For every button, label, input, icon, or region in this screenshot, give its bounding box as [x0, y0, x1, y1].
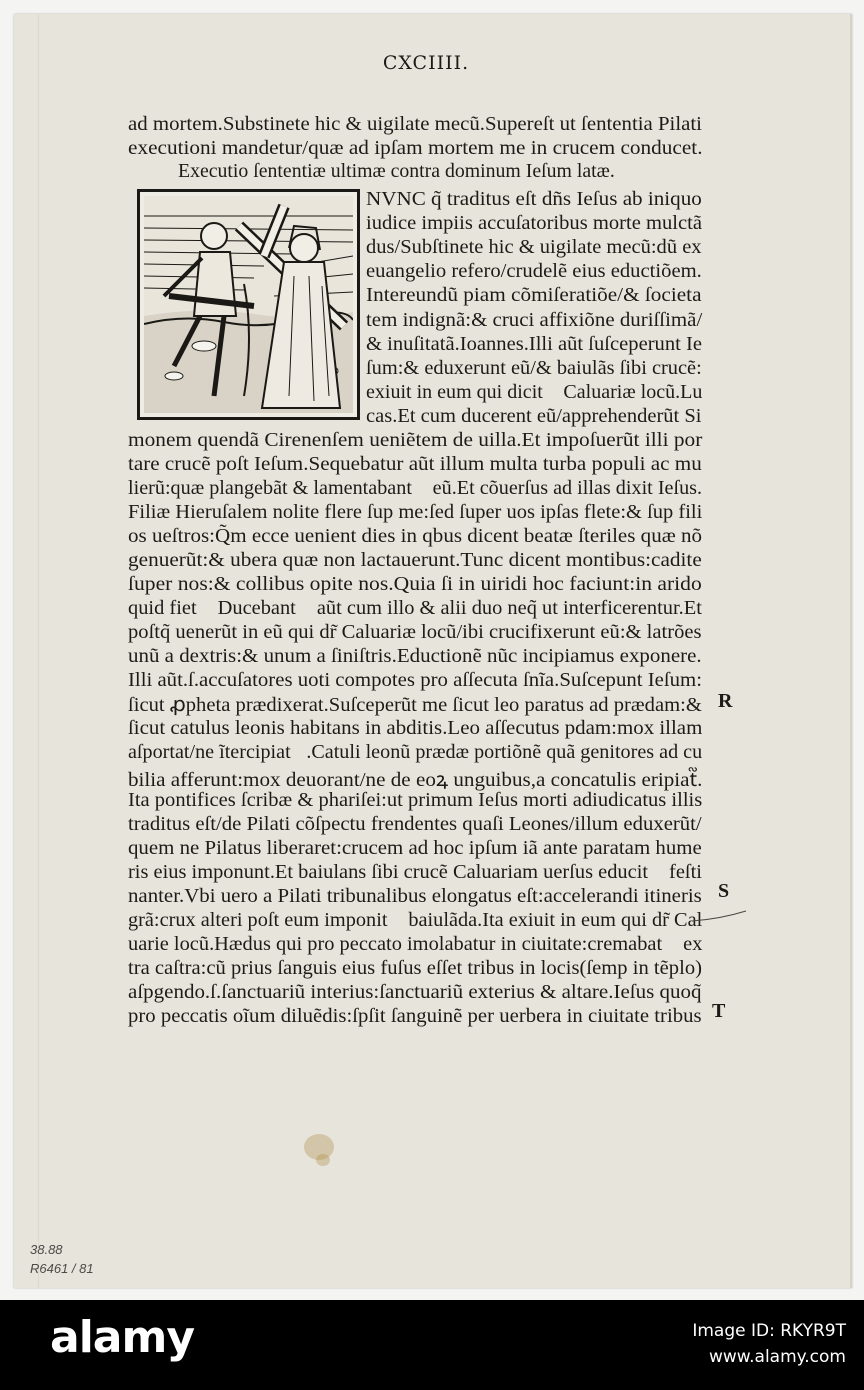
text-line: traditus eſt/de Pilati cõſpectu frendentes quaſi Leones/illum eduxerũt/	[128, 813, 702, 835]
text-line: tare crucẽ poſt Ieſum.Sequebatur aũt illum multa turba populi ac mu	[128, 453, 702, 475]
text-line: poſtq̃ uenerũt in eũ qui dr̃ Caluariæ locũ/ibi crucifixerunt eũ:& latrões	[128, 621, 702, 643]
text-line: genuerũt:& ubera quæ non lactauerunt.Tunc dicent montibus:cadite	[128, 549, 702, 571]
text-line: ſicut ꝓpheta prædixerat.Suſceperũt me ſicut leo paratus ad prædam:&	[128, 694, 702, 716]
text-line: Illi aũt.ſ.accuſatores uoti compotes pro aſſecuta ſnĩa.Suſcepunt Ieſum:	[128, 669, 703, 691]
text-line: & inuſitatã.Ioannes.Illi aũt ſuſceperunt Ie	[366, 333, 702, 355]
footer-url[interactable]: www.alamy.com	[708, 1347, 846, 1367]
text-line: bilia afferunt:mox deuorant/ne de eoꝝ unguibus,a concatulis eripiat᷑.	[128, 769, 703, 791]
text-line: tem indignã:& cruci affixiõne duriſſimã/	[366, 309, 703, 331]
text-line: Intereundũ piam cõmiſeratiõe/& ſocieta	[366, 284, 702, 306]
margin-pen-stroke	[690, 905, 750, 927]
text-line: cas.Et cum ducerent eũ/apprehenderũt Si	[366, 405, 702, 427]
image-id: Image ID: RKYR9T	[692, 1321, 846, 1341]
text-line: Filiæ Hieruſalem nolite flere ſup me:ſed ſuper uos ipſas flete:& ſup fili	[128, 501, 703, 523]
text-line: ſicut catulus leonis habitans in abditis.Leo aſſecutus pdam:mox illam	[128, 717, 703, 739]
footer-logo: alamy	[50, 1312, 194, 1363]
text-line: tra caſtra:cũ prius ſanguis eius fuſus eſſet tribus in locis(ſemp in tẽplo)	[128, 957, 702, 979]
text-line: aſportat/ne ĩtercipiat᷑.Catuli leonũ prædæ portiõnẽ quã genitores ad cu	[128, 741, 703, 763]
text-line: pro peccatis oĩum diluẽdis:ſpſit ſanguinẽ per uerbera in ciuitate tribus	[128, 1005, 702, 1027]
margin-letter-s: S	[718, 880, 730, 902]
text-line: ſum:& eduxerunt eũ/& baiulãs ſibi crucẽ:	[366, 357, 702, 379]
text-line: uarie locũ.Hædus qui pro peccato imolabatur in ciuitate:cremabat᷑ ex	[128, 933, 703, 955]
footer-bar	[0, 1300, 864, 1390]
inventory-number: 38.88	[30, 1242, 63, 1257]
text-line: grã:crux alteri poſt eum imponit᷑ baiulãda.Ita exiuit in eum qui dr̃ Cal	[128, 909, 703, 931]
margin-letter-t: T	[712, 1000, 726, 1022]
woodcut-illustration	[137, 189, 360, 420]
text-line: exiuit in eum qui dicit᷑ Caluariæ locũ.Lu	[366, 381, 703, 403]
text-line: unũ a dextris:& unum a ſiniſtris.Eductionẽ nũc incipiamus exponere.	[128, 645, 702, 667]
text-line: executioni mandetur/quæ ad ipſam mortem me in crucem conducet.	[128, 137, 703, 159]
folio-number: CXCIIII.	[382, 52, 470, 74]
text-line: quem ne Pilatus liberaret:crucem ad hoc ipſum iã ante paratam hume	[128, 837, 702, 859]
text-line: monem quendã Cirenenſem ueniẽtem de uilla.Et impoſuerũt illi por	[128, 429, 703, 451]
text-line: Ita pontifices ſcribæ & phariſei:ut primum Ieſus morti adiudicatus illis	[128, 789, 703, 811]
text-line: os ueſtros:Q̃m ecce uenient dies in qbus dicent beatæ ſteriles quæ nõ	[128, 525, 703, 547]
text-line: lierũ:quæ plangebãt & lamentabant᷑ eũ.Et cõuerſus ad illas dixit Ieſus.	[128, 477, 703, 499]
text-line: iudice impiis accuſatoribus morte mulctã	[366, 212, 703, 234]
inventory-reference: R6461 / 81	[30, 1261, 94, 1276]
text-line: dus/Subſtinete hic & uigilate mecũ:dũ ex	[366, 236, 702, 258]
paper-edge-line	[38, 14, 39, 1288]
text-line: euangelio refero/crudelẽ eius eductiõem.	[366, 260, 702, 282]
text-line: aſpgendo.ſ.ſanctuariũ interius:ſanctuariũ exterius & altare.Ieſus quoq̃	[128, 981, 702, 1003]
chapter-heading: Executio ſententiæ ultimæ contra dominum Ieſum latæ.	[178, 160, 615, 182]
text-line: ris eius imponunt.Et baiulans ſibi crucẽ Caluariam uerſus educit᷑ feſti	[128, 861, 702, 883]
christ-carrying-cross-woodcut	[144, 196, 353, 413]
foxing-stain	[316, 1154, 330, 1166]
text-line: NVNC q̃ traditus eſt dñs Ieſus ab iniquo	[366, 188, 702, 210]
margin-letter-r: R	[718, 690, 733, 712]
text-line: ſuper nos:& collibus opite nos.Quia ſi in uiridi hoc faciunt:in arido	[128, 573, 702, 595]
text-line: ad mortem.Substinete hic & uigilate mecũ.Supereſt ut ſententia Pilati	[128, 113, 702, 135]
text-line: nanter.Vbi uero a Pilati tribunalibus elongatus eſt:accelerandi itineris	[128, 885, 702, 907]
text-line: quid fiet᷑ Ducebant᷑ aũt cum illo & alii duo neq̃ ut interficerentur.Et	[128, 597, 702, 619]
